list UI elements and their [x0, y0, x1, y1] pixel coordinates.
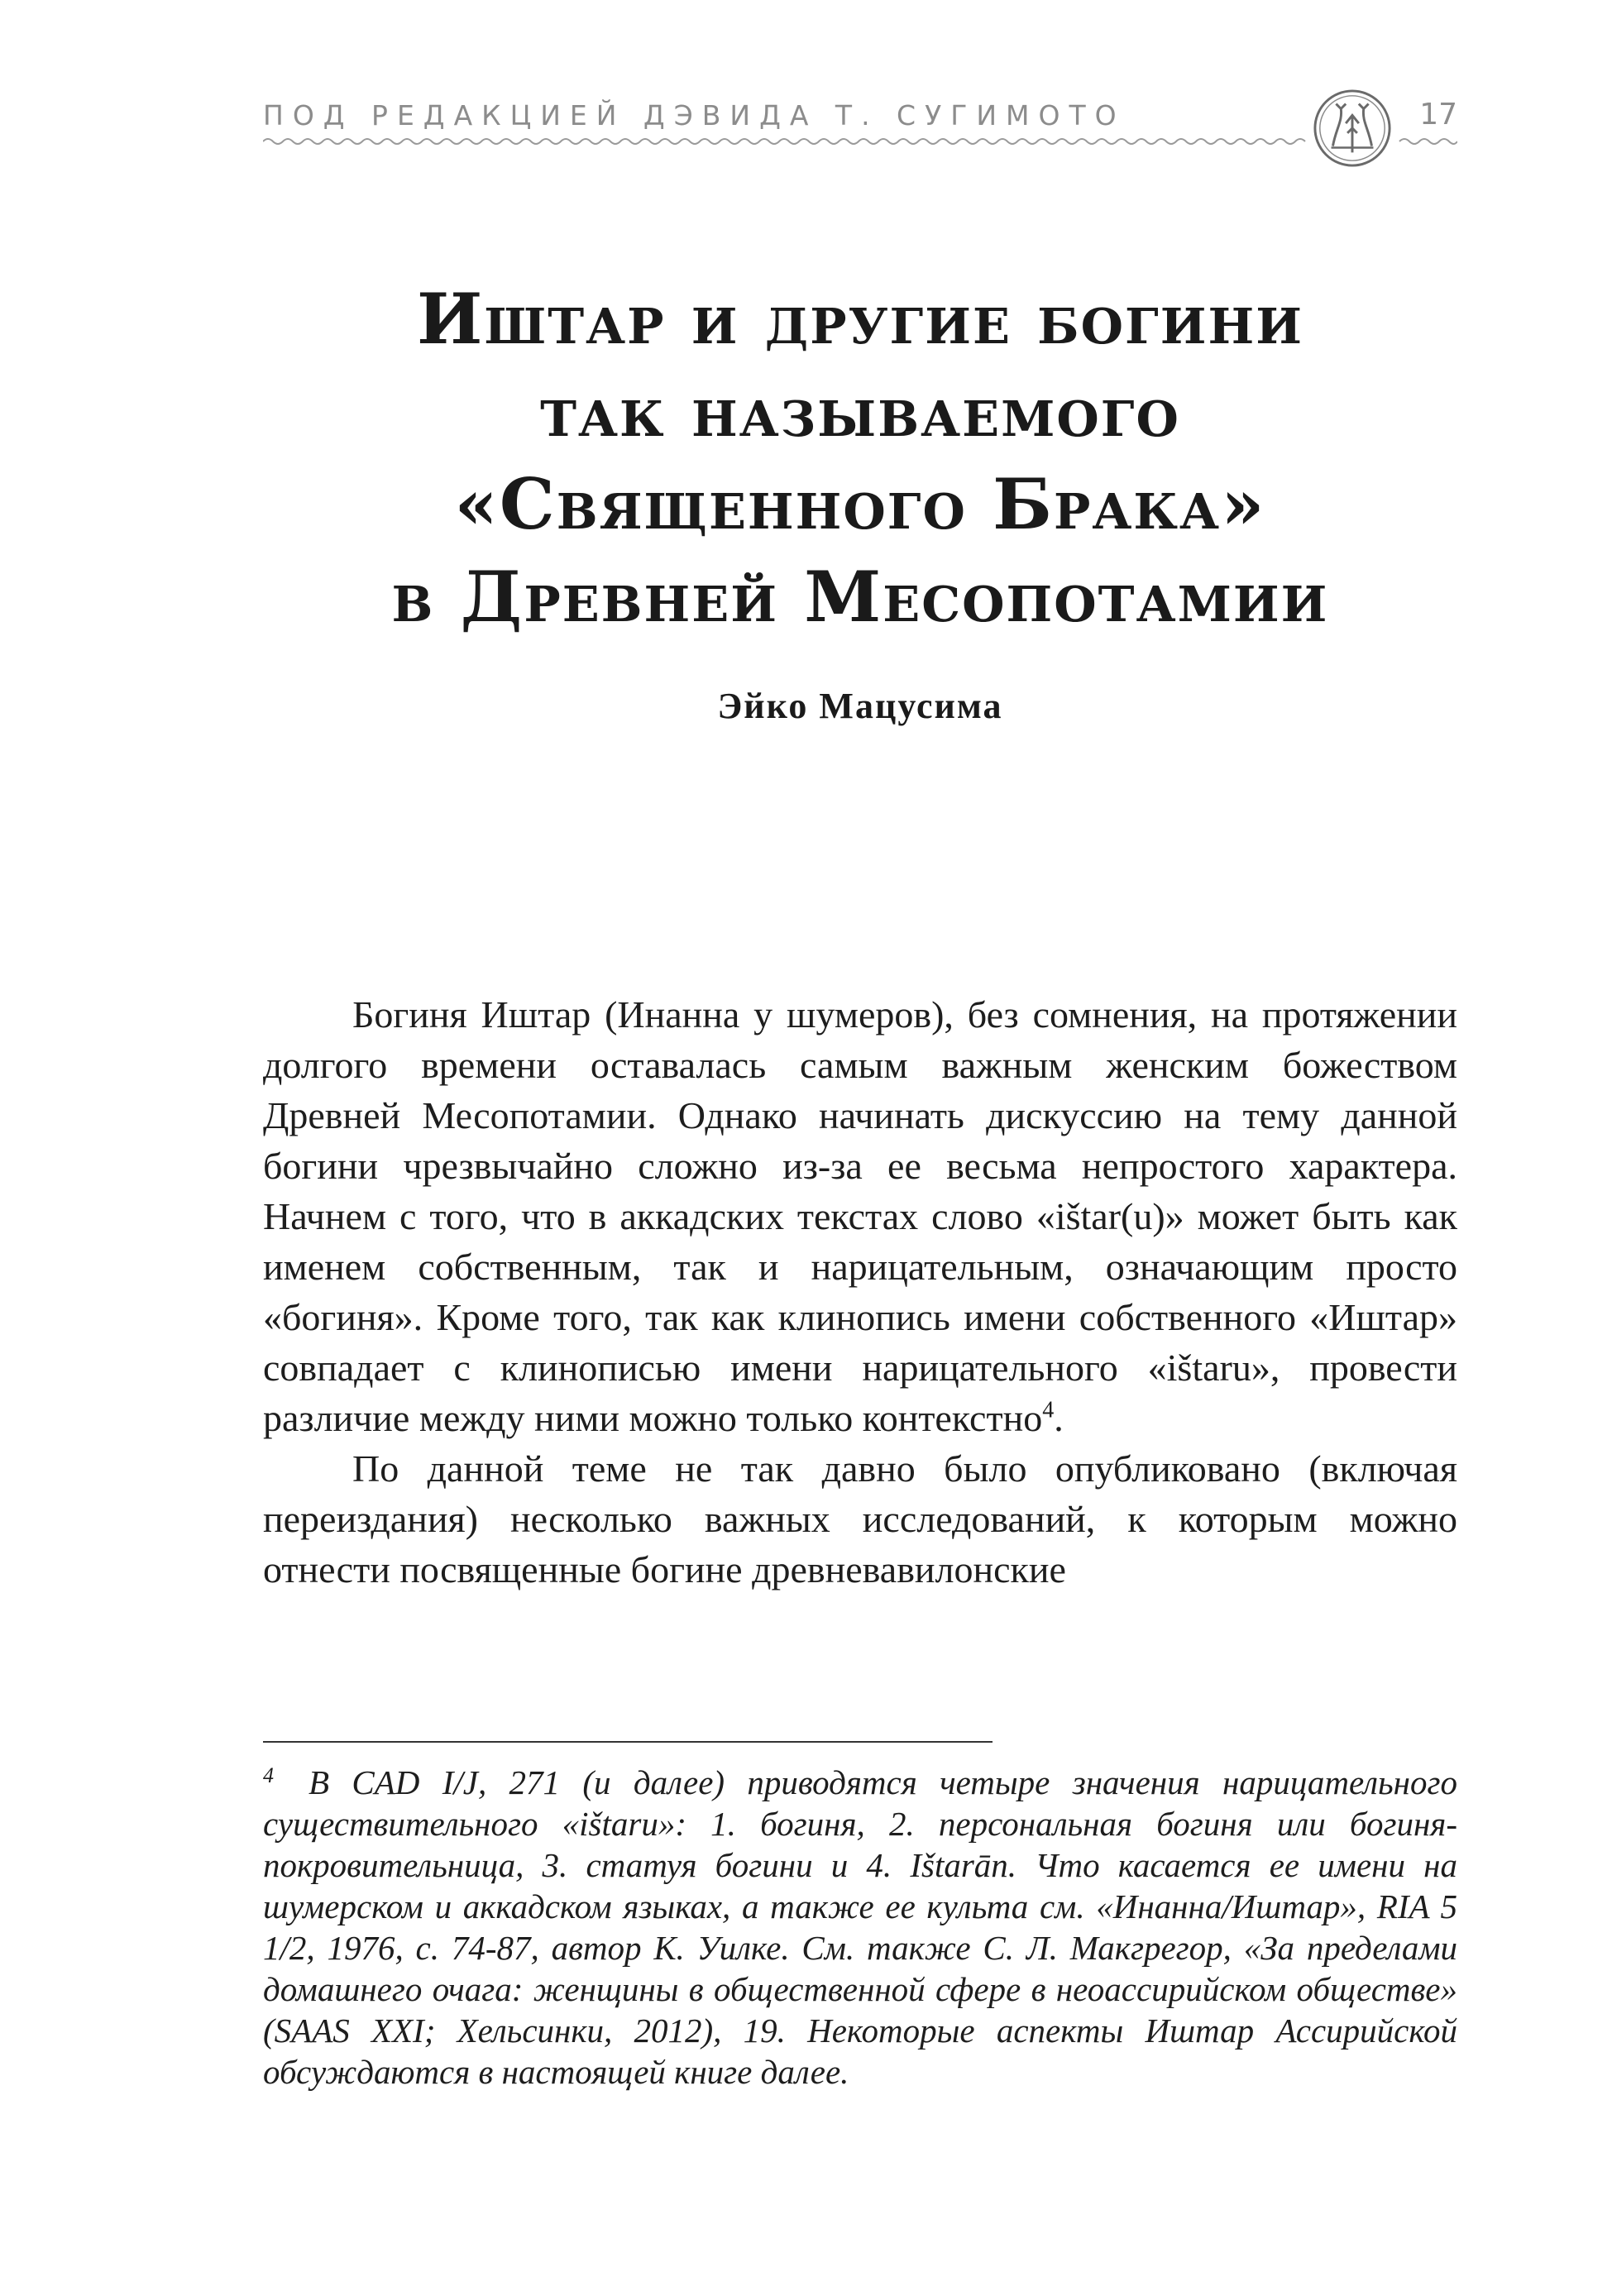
running-head-wavy-rule [263, 136, 1457, 147]
title-line: «Священного Брака» [454, 463, 1266, 545]
paragraph [263, 989, 1457, 1443]
running-head [263, 89, 1457, 147]
title-line: Иштар и другие богини [417, 278, 1303, 360]
footnote-separator [263, 1741, 993, 1743]
running-head-title: ПОД РЕДАКЦИЕЙ ДЭВИДА Т. СУГИМОТО [263, 99, 1126, 132]
body-text [263, 989, 1457, 1595]
title-line: в Древней Месопотамии [391, 556, 1329, 638]
page-number: 17 [1419, 98, 1457, 132]
article-author: Эйко Мацусима [717, 686, 1003, 726]
publisher-emblem-icon [1312, 88, 1393, 169]
footnote-text: В CAD I/J, 271 (и далее) приводятся четыре значения нарицательного существительного «ištaru»: 1. богиня, 2. персональная богиня или богиня-покровительница, 3. статуя богини и 4. Ištarān. Что касается ее имени на шумерском и аккадском языках, а также ее культа см. «Инанна/Иштар», RIA 5 1/2, 1976, с. 74-87, автор К. Уилке. См. также С. Л. Макгрегор, «За пределами домашнего очага: женщины в общественной сфере в неоассирийском обществе» (SAAS XXI; Хельсинки, 2012), 19. Некоторые аспекты Иштар Ассирийской обсуждаются в настоящей книге далее. [263, 1763, 1457, 2091]
paragraph-text-end: . [1054, 1397, 1064, 1439]
footnote [263, 1755, 1457, 2093]
footnote-mark: 4 [263, 1763, 274, 1787]
paragraph-text: Богиня Иштар (Инанна у шумеров), без сомнения, на протяжении долгого времени оставалась самым важным женским божеством Древней Месопотамии. Однако начинать дискуссию на тему данной богини чрезвычайно сложно из-за ее весьма непростого характера. Начнем с того, что в аккадских текстах слово «ištar(u)» может быть как именем собственным, так и нарицательным, означающим просто «богиня». Кроме того, так как клинопись имени собственного «Иштар» совпадает с клинописью имени нарицательного «ištaru», провести различие между ними можно только контекстно [263, 993, 1457, 1439]
paragraph: По данной теме не так давно было опубликовано (включая переиздания) несколько важных исследований, к которым можно отнести посвященные богине древневавилонские [263, 1447, 1457, 1590]
title-line: так называемого [540, 371, 1180, 452]
article-title [263, 273, 1457, 643]
footnote-reference[interactable]: 4 [1042, 1397, 1055, 1423]
